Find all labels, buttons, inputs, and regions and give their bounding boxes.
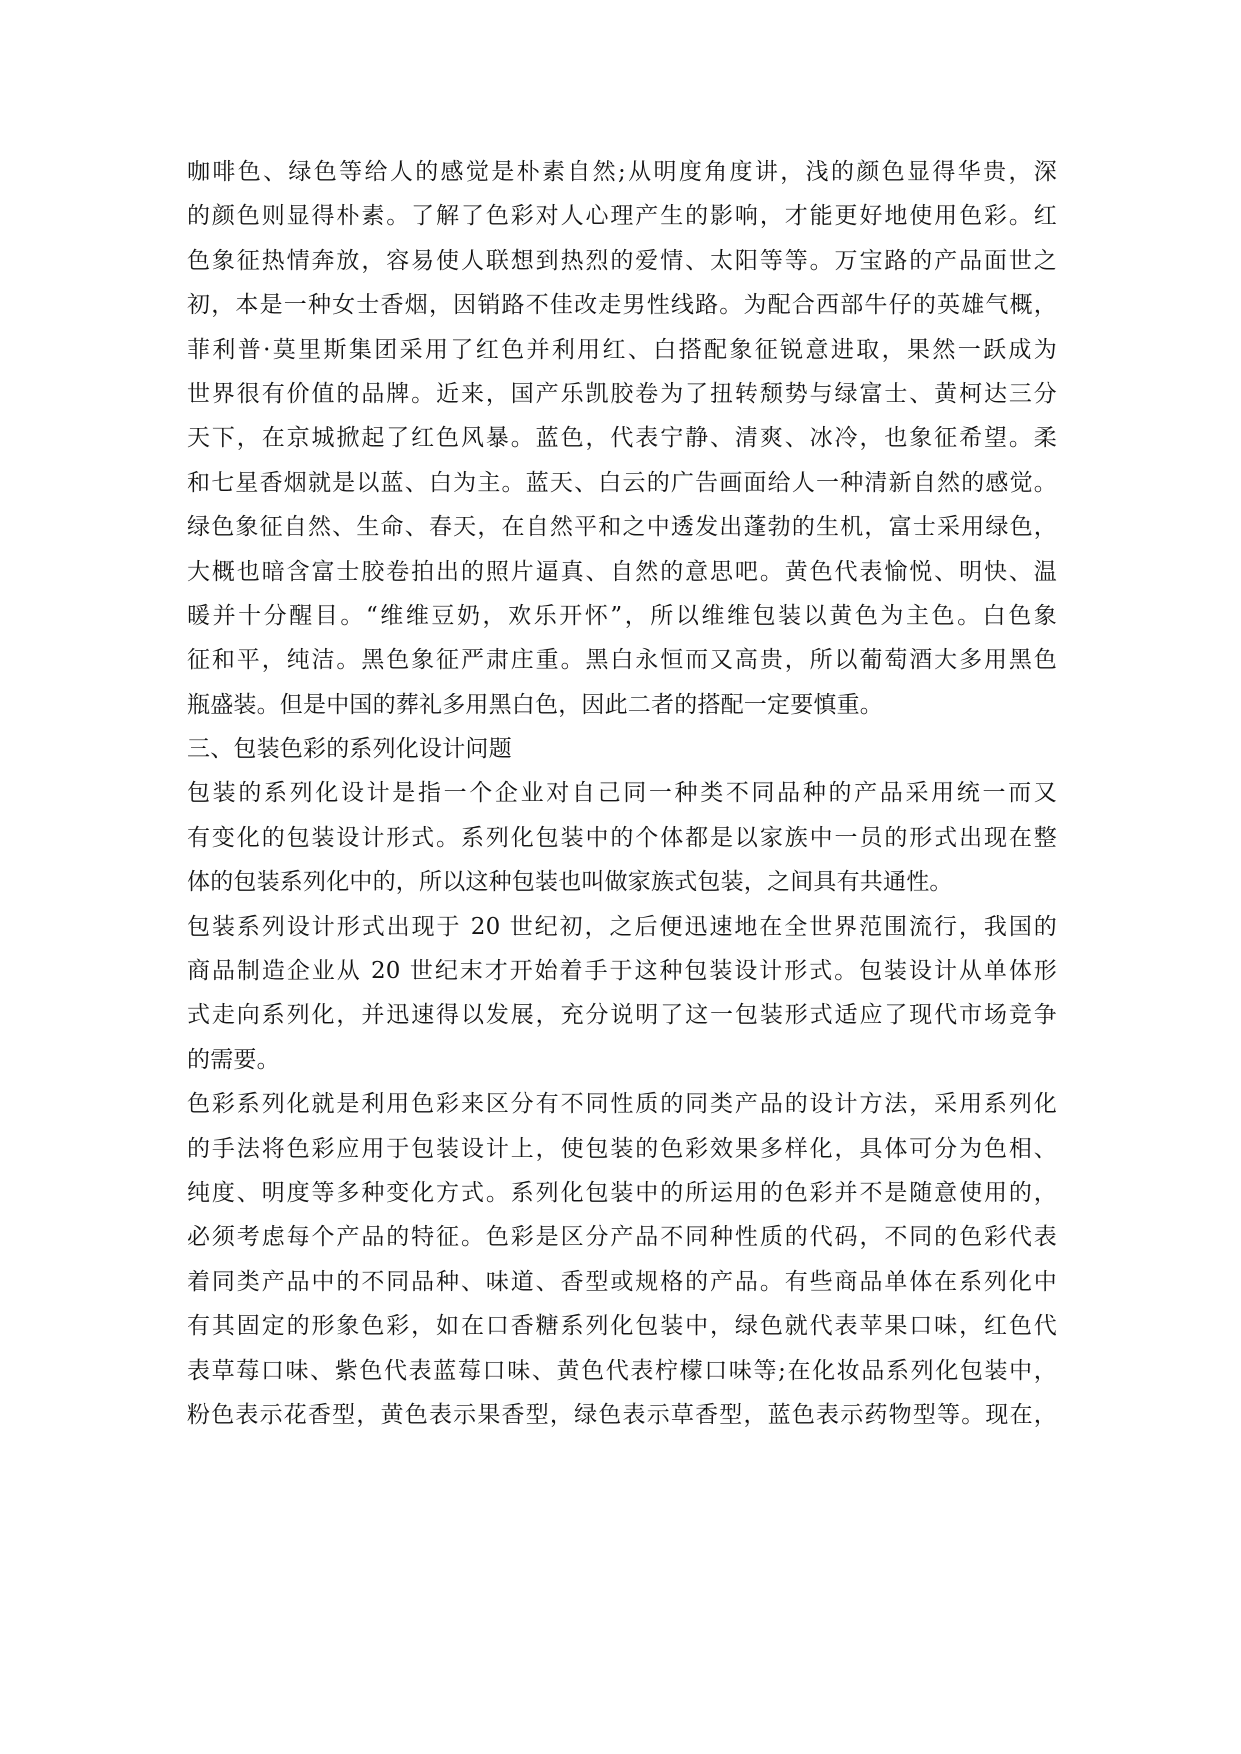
document-body	[187, 150, 1057, 1437]
text-line: 包装的系列化设计是指一个企业对自己同一种类不同品种的产品采用统一而又	[187, 780, 1057, 807]
text-line: 的颜色则显得朴素。了解了色彩对人心理产生的影响，才能更好地使用色彩。红	[187, 203, 1057, 230]
text-line: 征和平，纯洁。黑色象征严肃庄重。黑白永恒而又高贵，所以葡萄酒大多用黑色	[187, 647, 1057, 674]
text-line: 菲利普·莫里斯集团采用了红色并利用红、白搭配象征锐意进取，果然一跃成为	[187, 336, 1057, 363]
text-line: 的手法将色彩应用于包装设计上，使包装的色彩效果多样化，具体可分为色相、	[187, 1135, 1057, 1162]
text-line: 体的包装系列化中的，所以这种包装也叫做家族式包装，之间具有共通性。	[187, 869, 953, 896]
text-line: 咖啡色、绿色等给人的感觉是朴素自然;从明度角度讲，浅的颜色显得华贵，深	[187, 159, 1057, 185]
text-line: 包装系列设计形式出现于 20 世纪初，之后便迅速地在全世界范围流行，我国的	[187, 913, 1057, 940]
text-line: 大概也暗含富士胶卷拍出的照片逼真、自然的意思吧。黄色代表愉悦、明快、温	[187, 558, 1057, 585]
text-line: 瓶盛装。但是中国的葬礼多用黑白色，因此二者的搭配一定要慎重。	[187, 691, 883, 718]
text-line: 式走向系列化，并迅速得以发展，充分说明了这一包装形式适应了现代市场竞争	[187, 1002, 1057, 1029]
text-line: 色彩系列化就是利用色彩来区分有不同性质的同类产品的设计方法，采用系列化	[187, 1091, 1057, 1118]
text-line: 暖并十分醒目。“维维豆奶，欢乐开怀”，所以维维包装以黄色为主色。白色象	[187, 602, 1057, 629]
text-line: 粉色表示花香型，黄色表示果香型，绿色表示草香型，蓝色表示药物型等。现在，	[187, 1401, 1057, 1428]
text-line: 色象征热情奔放，容易使人联想到热烈的爱情、太阳等等。万宝路的产品面世之	[187, 247, 1057, 274]
text-line: 的需要。	[187, 1046, 280, 1073]
text-line: 初，本是一种女士香烟，因销路不佳改走男性线路。为配合西部牛仔的英雄气概，	[187, 292, 1057, 319]
text-line: 有变化的包装设计形式。系列化包装中的个体都是以家族中一员的形式出现在整	[187, 824, 1057, 851]
section-heading: 三、包装色彩的系列化设计问题	[187, 736, 512, 763]
text-line: 商品制造企业从 20 世纪末才开始着手于这种包装设计形式。包装设计从单体形	[187, 958, 1057, 985]
text-line: 纯度、明度等多种变化方式。系列化包装中的所运用的色彩并不是随意使用的，	[187, 1179, 1057, 1206]
text-line: 天下，在京城掀起了红色风暴。蓝色，代表宁静、清爽、冰冷，也象征希望。柔	[187, 425, 1057, 452]
text-line: 世界很有价值的品牌。近来，国产乐凯胶卷为了扭转颓势与绿富士、黄柯达三分	[187, 380, 1057, 407]
text-line: 表草莓口味、紫色代表蓝莓口味、黄色代表柠檬口味等;在化妆品系列化包装中，	[187, 1357, 1057, 1384]
text-line: 必须考虑每个产品的特征。色彩是区分产品不同种性质的代码，不同的色彩代表	[187, 1224, 1057, 1251]
text-line: 和七星香烟就是以蓝、白为主。蓝天、白云的广告画面给人一种清新自然的感觉。	[187, 469, 1057, 496]
text-line: 有其固定的形象色彩，如在口香糖系列化包装中，绿色就代表苹果口味，红色代	[187, 1313, 1057, 1340]
text-line: 着同类产品中的不同品种、味道、香型或规格的产品。有些商品单体在系列化中	[187, 1268, 1057, 1295]
text-line: 绿色象征自然、生命、春天，在自然平和之中透发出蓬勃的生机，富士采用绿色，	[187, 514, 1057, 541]
